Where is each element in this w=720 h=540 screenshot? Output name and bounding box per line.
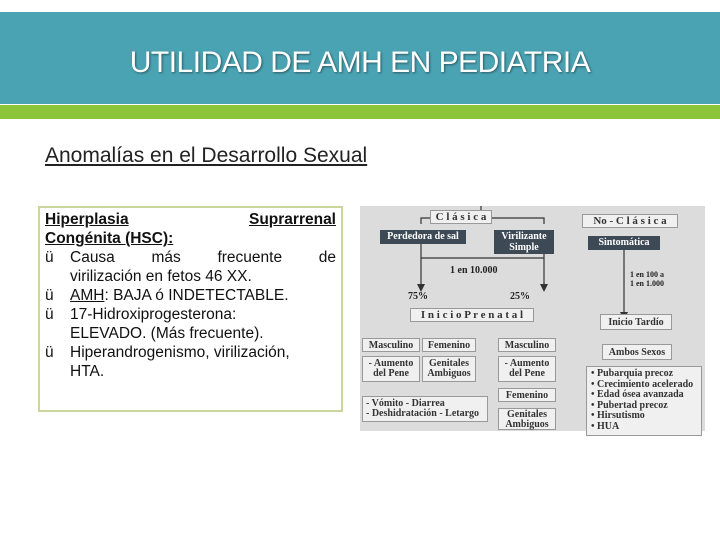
bullet-hiper-line2: HTA. bbox=[70, 363, 105, 380]
hsc-heading-line2: Congénita (HSC): bbox=[45, 230, 174, 247]
pct-left: 75% bbox=[408, 291, 428, 302]
check-icon: ü bbox=[45, 306, 54, 323]
bullet-hiperandrogenismo bbox=[45, 343, 336, 381]
bullet-hiper-line1: Hiperandrogenismo, virilización, bbox=[70, 344, 290, 361]
hsc-word2: Suprarrenal bbox=[248, 211, 336, 228]
bullet-17ohp bbox=[45, 305, 336, 343]
sintomatica-box: Sintomática bbox=[588, 236, 660, 250]
accent-divider bbox=[0, 105, 720, 119]
check-icon: ü bbox=[45, 249, 54, 266]
bullet-17ohp-line2: ELEVADO. (Más frecuente). bbox=[70, 325, 264, 342]
bullet-amh bbox=[45, 286, 336, 305]
bullet-17ohp-line1: 17-Hidroxiprogesterona: bbox=[70, 306, 237, 323]
aumento-pene-box-1: - Aumento del Pene bbox=[362, 356, 420, 382]
hsc-heading-line1 bbox=[45, 210, 336, 229]
no-clasica-label: No - C l á s i c a bbox=[582, 214, 678, 228]
hsc-word1: Hiperplasia bbox=[45, 211, 129, 228]
aumento-pene-box-2: - Aumento del Pene bbox=[498, 356, 556, 382]
inicio-prenatal-box: I n i c i o P r e n a t a l bbox=[410, 308, 534, 322]
bullet-causa bbox=[45, 248, 336, 286]
ambos-sexos-box: Ambos Sexos bbox=[602, 344, 672, 360]
bullet-causa-line1: Causa más frecuente de bbox=[70, 249, 336, 266]
freq-no-clasica: 1 en 100 a 1 en 1.000 bbox=[630, 270, 664, 288]
masculino-box-2: Masculino bbox=[498, 338, 556, 352]
bullet-causa-line2: virilización en fetos 46 XX. bbox=[70, 268, 252, 285]
amh-label: AMH bbox=[70, 287, 105, 304]
hsc-text-box bbox=[38, 206, 343, 412]
check-icon: ü bbox=[45, 287, 54, 304]
sintomas-tardio-box: • Pubarquia precoz • Crecimiento acelerado • Edad ósea avanzada • Pubertad precoz • Hirsutismo • HUA bbox=[586, 366, 702, 436]
hsc-classification-diagram bbox=[360, 206, 705, 431]
virilizante-simple-box: Virilizante Simple bbox=[494, 230, 554, 254]
clasica-label: C l á s i c a bbox=[430, 210, 492, 224]
title-banner bbox=[0, 12, 720, 104]
genitales-ambiguos-box-1: Genitales Ambiguos bbox=[422, 356, 476, 382]
masculino-box-1: Masculino bbox=[362, 338, 420, 352]
genitales-ambiguos-box-2: Genitales Ambiguos bbox=[498, 408, 556, 430]
freq-clasica: 1 en 10.000 bbox=[450, 265, 498, 276]
femenino-box-1: Femenino bbox=[422, 338, 476, 352]
check-icon: ü bbox=[45, 344, 54, 361]
pct-right: 25% bbox=[510, 291, 530, 302]
inicio-tardio-box: Inicio Tardío bbox=[600, 314, 672, 330]
femenino-box-2: Femenino bbox=[498, 388, 556, 402]
perdedora-sal-box: Perdedora de sal bbox=[380, 230, 466, 244]
sintomas-perdedora-box: - Vómito - Diarrea - Deshidratación - Letargo bbox=[362, 396, 488, 422]
amh-value: : BAJA ó INDETECTABLE. bbox=[104, 287, 289, 304]
section-subtitle: Anomalías en el Desarrollo Sexual bbox=[45, 144, 368, 167]
page-title: UTILIDAD DE AMH EN PEDIATRIA bbox=[129, 46, 591, 79]
